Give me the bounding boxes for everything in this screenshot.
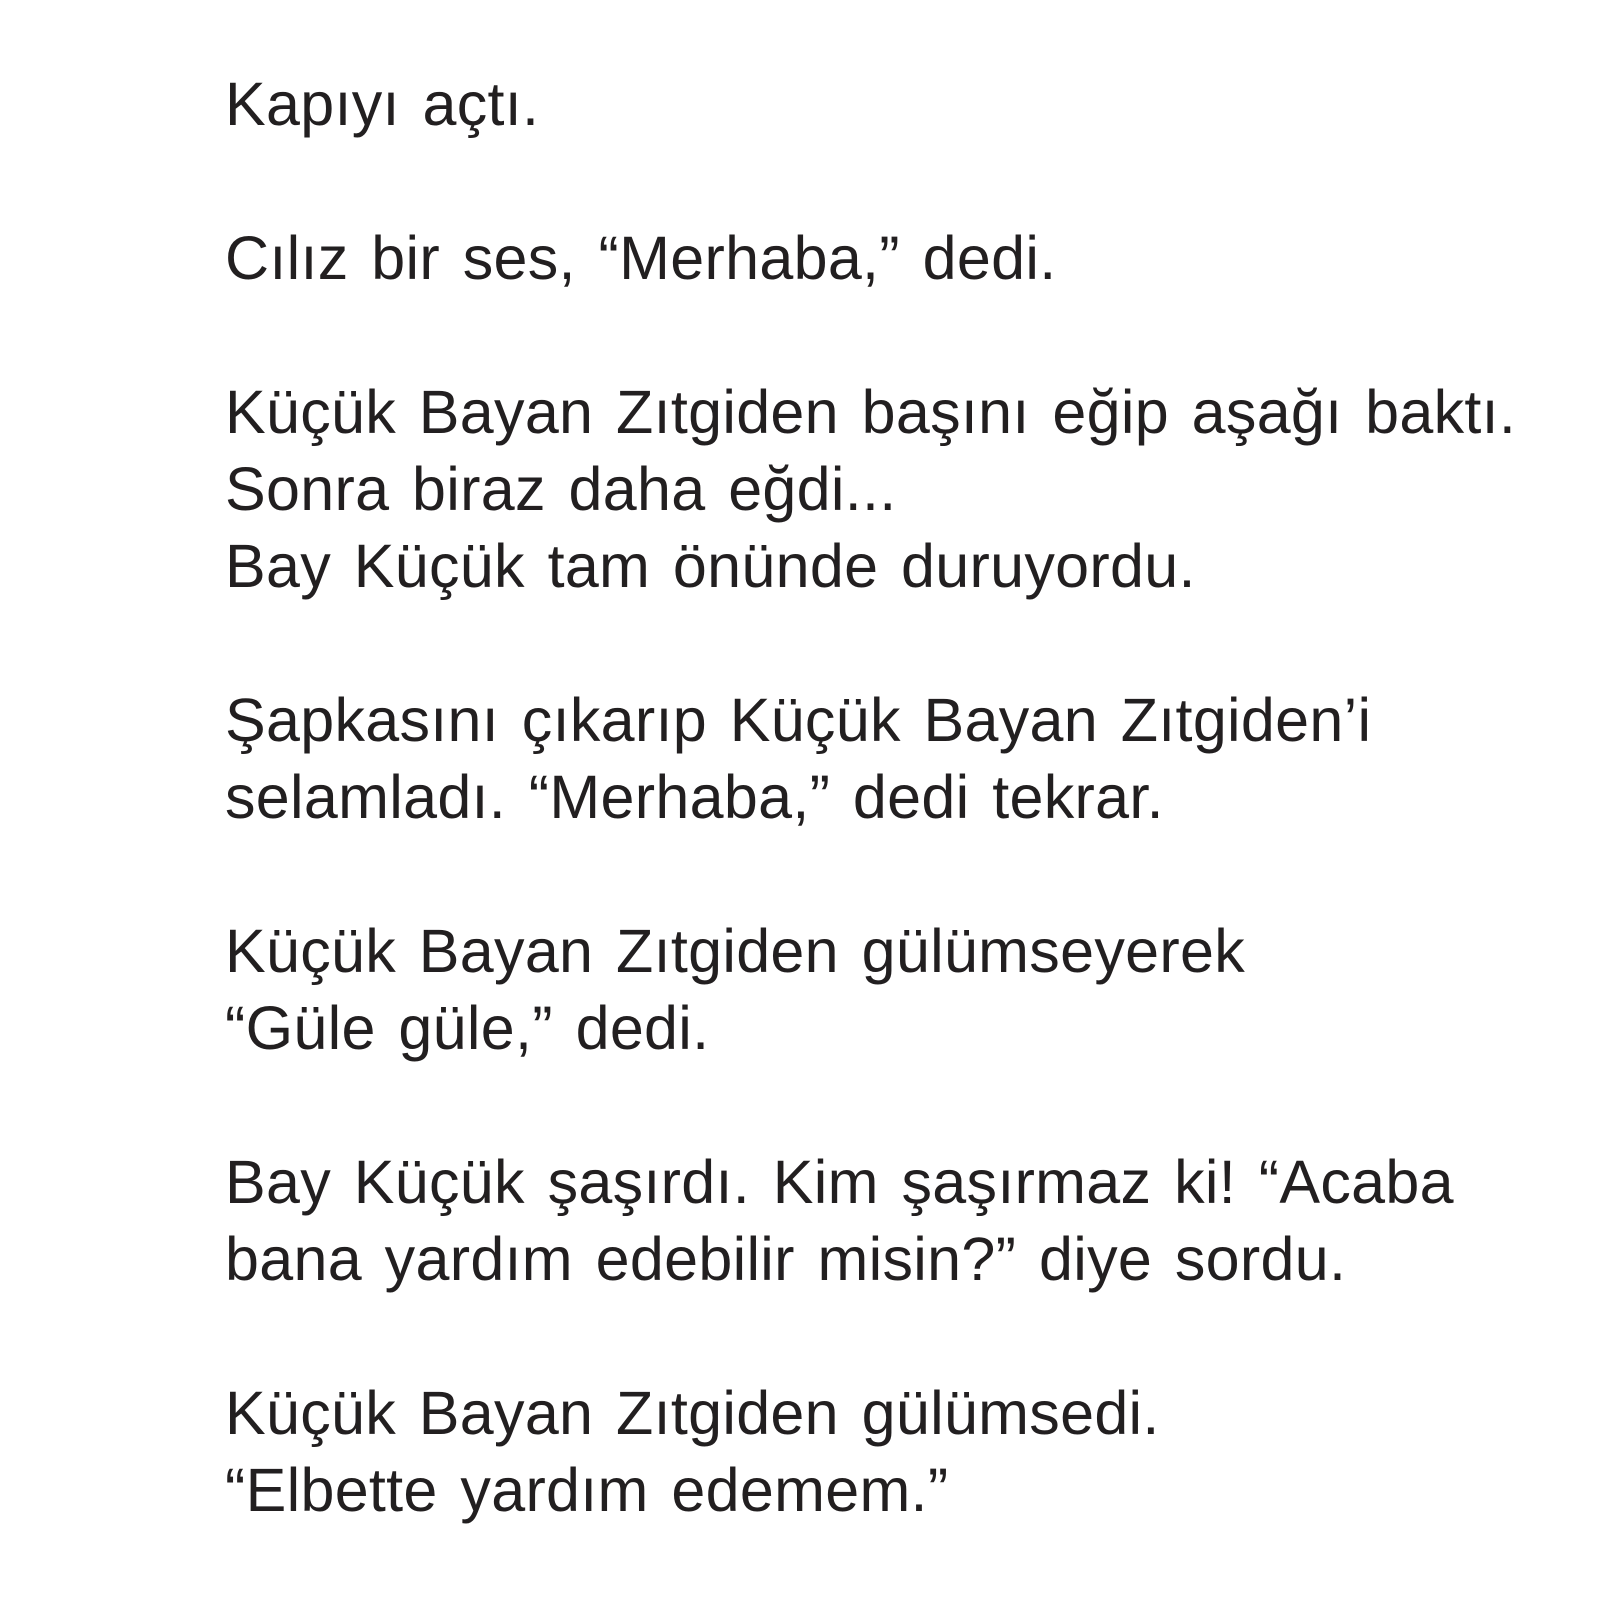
text-line: Küçük Bayan Zıtgiden başını eğip aşağı baktı.	[225, 378, 1517, 446]
text-line: Kapıyı açtı.	[225, 70, 540, 138]
text-line: Küçük Bayan Zıtgiden gülümseyerek	[225, 917, 1246, 985]
paragraph-2	[225, 220, 1470, 297]
text-line: Sonra biraz daha eğdi...	[225, 455, 897, 523]
text-line: Bay Küçük şaşırdı. Kim şaşırmaz ki! “Acaba	[225, 1148, 1454, 1216]
text-line: Küçük Bayan Zıtgiden gülümsedi.	[225, 1379, 1160, 1447]
text-line: “Güle güle,” dedi.	[225, 994, 710, 1062]
paragraph-5	[225, 913, 1470, 1067]
paragraph-1	[225, 66, 1470, 143]
paragraph-4	[225, 682, 1470, 836]
text-line: bana yardım edebilir misin?” diye sordu.	[225, 1225, 1347, 1293]
text-line: “Elbette yardım edemem.”	[225, 1456, 949, 1524]
paragraph-6	[225, 1144, 1470, 1298]
text-line: Şapkasını çıkarıp Küçük Bayan Zıtgiden’i	[225, 686, 1372, 754]
text-line: selamladı. “Merhaba,” dedi tekrar.	[225, 763, 1164, 831]
text-line: Cılız bir ses, “Merhaba,” dedi.	[225, 224, 1057, 292]
paragraph-3	[225, 374, 1517, 605]
paragraph-7	[225, 1375, 1470, 1529]
text-line: Bay Küçük tam önünde duruyordu.	[225, 532, 1196, 600]
story-text-block	[225, 66, 1517, 1600]
